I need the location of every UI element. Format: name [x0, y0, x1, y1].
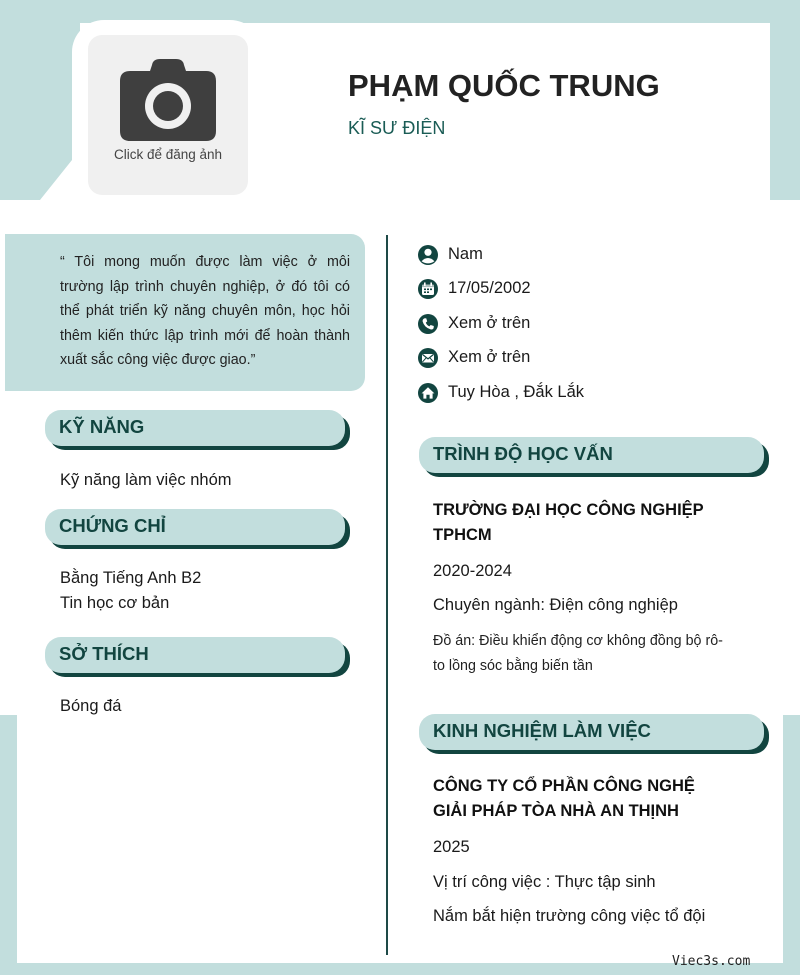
column-divider — [386, 235, 388, 955]
section-title-certificates: CHỨNG CHỈ — [59, 515, 166, 536]
gender-value[interactable]: Nam — [448, 245, 483, 263]
company-name[interactable]: CÔNG TY CỔ PHẦN CÔNG NGHỆ GIẢI PHÁP TÒA NHÀ AN THỊNH — [433, 777, 695, 820]
photo-upload-box[interactable] — [88, 35, 248, 195]
camera-icon — [120, 59, 216, 141]
experience-description[interactable]: Nắm bắt hiện trường công việc tổ đội — [433, 907, 706, 925]
section-header-education — [419, 437, 764, 473]
envelope-icon — [417, 347, 439, 369]
section-header-hobbies — [45, 637, 345, 673]
certificate-item[interactable]: Bằng Tiếng Anh B2 — [60, 569, 202, 587]
experience-year[interactable]: 2025 — [433, 838, 470, 856]
section-title-education: TRÌNH ĐỘ HỌC VẤN — [433, 443, 613, 464]
section-title-experience: KINH NGHIỆM LÀM VIỆC — [433, 720, 651, 741]
section-header-skills — [45, 410, 345, 446]
section-title-hobbies: SỞ THÍCH — [59, 643, 149, 664]
education-major[interactable]: Chuyên ngành: Điện công nghiệp — [433, 596, 678, 614]
user-icon — [417, 244, 439, 266]
candidate-name[interactable]: PHẠM QUỐC TRUNG — [348, 68, 660, 103]
skill-item[interactable]: Kỹ năng làm việc nhóm — [60, 471, 232, 489]
phone-value[interactable]: Xem ở trên — [448, 314, 531, 332]
career-objective-box — [5, 234, 365, 391]
education-years[interactable]: 2020-2024 — [433, 562, 512, 580]
education-project[interactable]: Đồ án: Điều khiển động cơ không đồng bộ rô-to lồng sóc bằng biến tần — [433, 633, 723, 674]
address-value[interactable]: Tuy Hòa , Đắk Lắk — [448, 383, 585, 401]
school-name[interactable]: TRƯỜNG ĐẠI HỌC CÔNG NGHIỆP TPHCM — [433, 501, 704, 544]
home-icon — [417, 382, 439, 404]
watermark: Viec3s.com — [672, 954, 751, 969]
section-header-certificates — [45, 509, 345, 545]
hobby-item[interactable]: Bóng đá — [60, 697, 122, 715]
career-objective-text[interactable]: “ Tôi mong muốn được làm việc ở môi trường lập trình chuyên nghiệp, ở đó tôi có thể phát triển kỹ năng chuyên môn, học hỏi thêm kiến thức lập trình mới để hoàn thành xuất sắc công việc được giao.” — [60, 254, 350, 368]
photo-upload-caption: Click để đăng ảnh — [113, 147, 223, 162]
calendar-icon — [417, 278, 439, 300]
email-value[interactable]: Xem ở trên — [448, 348, 531, 366]
section-header-experience — [419, 714, 764, 750]
section-title-skills: KỸ NĂNG — [59, 416, 145, 437]
job-title[interactable]: KĨ SƯ ĐIỆN — [348, 118, 446, 138]
certificate-item[interactable]: Tin học cơ bản — [60, 594, 170, 612]
experience-position[interactable]: Vị trí công việc : Thực tập sinh — [433, 873, 656, 891]
phone-icon — [417, 313, 439, 335]
birthdate-value[interactable]: 17/05/2002 — [448, 279, 531, 297]
